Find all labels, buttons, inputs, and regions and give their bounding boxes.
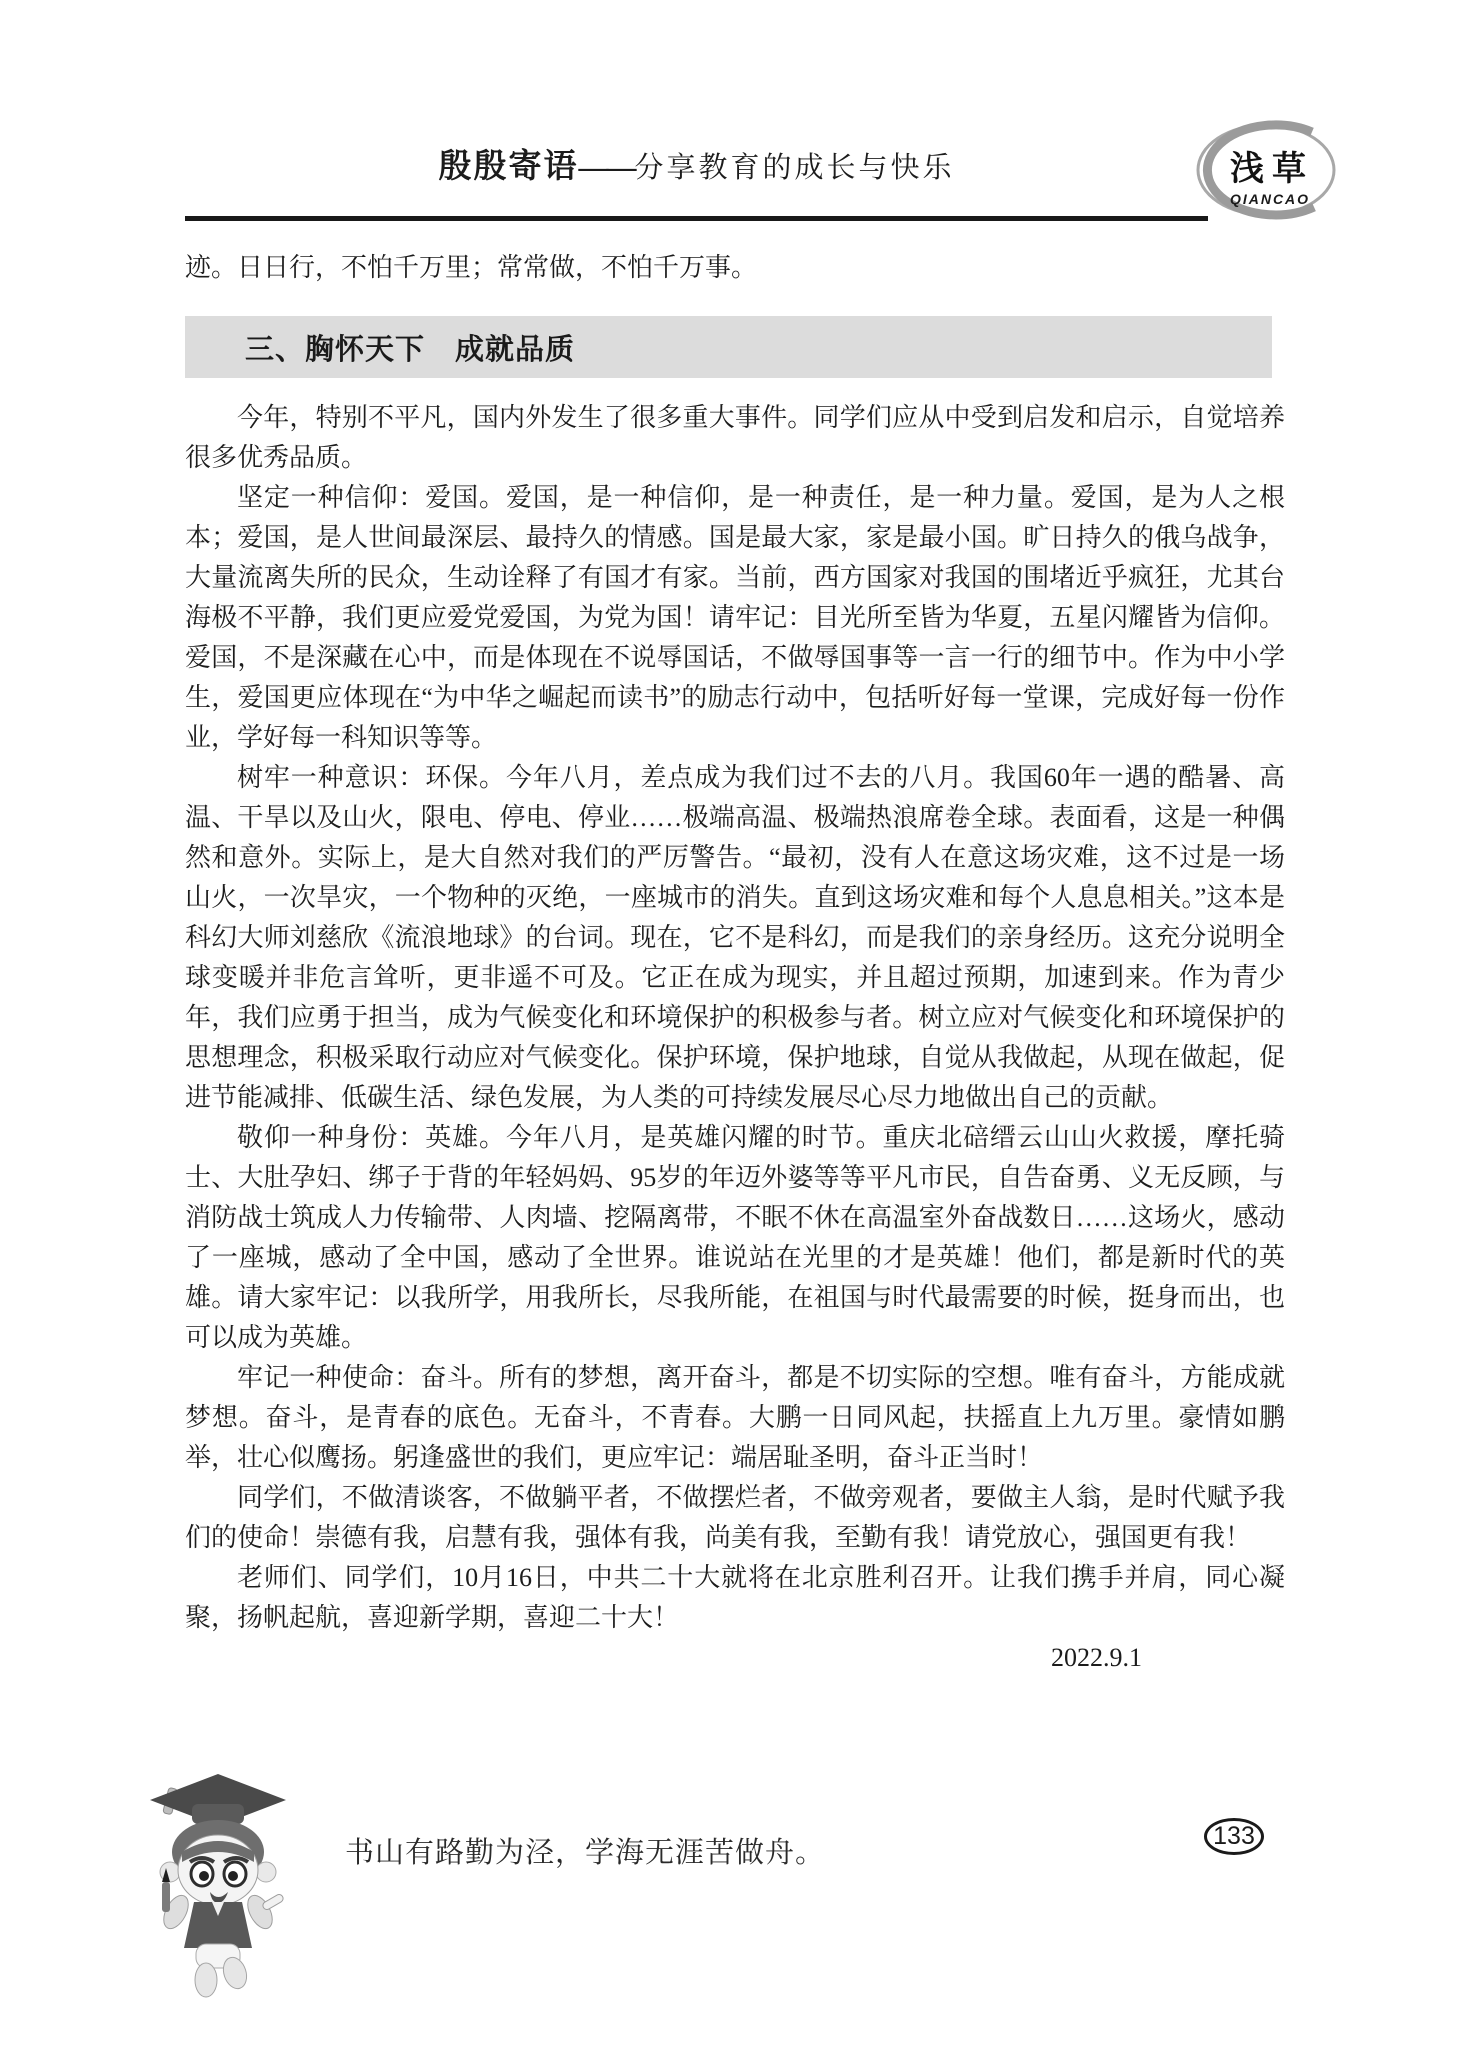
header-rule xyxy=(185,216,1208,221)
brush-icon xyxy=(162,1882,170,1912)
letter-body xyxy=(185,398,1285,1678)
page-number: 133 xyxy=(1213,1822,1255,1850)
student-mascot xyxy=(132,1770,304,2005)
logo-text-en: QIANCAO xyxy=(1229,191,1311,207)
paragraph: 今年，特别不平凡，国内外发生了很多重大事件。同学们应从中受到启发和启示，自觉培养很多优秀品质。 xyxy=(185,403,1285,472)
paragraph-list xyxy=(185,398,1285,1638)
page-number-badge xyxy=(1204,1818,1264,1855)
letter-date: 2022.9.1 xyxy=(1051,1643,1142,1672)
paragraph: 敬仰一种身份：英雄。今年八月，是英雄闪耀的时节。重庆北碚缙云山山火救援，摩托骑士、大肚孕妇、绑子于背的年轻妈妈、95岁的年迈外婆等等平凡市民，自告奋勇、义无反顾，与消防战士筑成人力传输带、人肉墙、挖隔离带，不眠不休在高温室外奋战数日……这场火，感动了一座城，感动了全中国，感动了全世界。谁说站在光里的才是英雄！他们，都是新时代的英雄。请大家牢记：以我所学，用我所长，尽我所能，在祖国与时代最需要的时候，挺身而出，也可以成为英雄。 xyxy=(185,1123,1285,1352)
header-title-sub: 分享教育的成长与快乐 xyxy=(634,152,955,184)
logo-text-cn: 浅草 xyxy=(1230,151,1314,188)
carryover-line: 迹。日日行，不怕千万里；常常做，不怕千万事。 xyxy=(185,253,758,282)
paragraph: 同学们，不做清谈客，不做躺平者，不做摆烂者，不做旁观者，要做主人翁，是时代赋予我们的使命！崇德有我，启慧有我，强体有我，尚美有我，至勤有我！请党放心，强国更有我！ xyxy=(185,1483,1285,1552)
qiancao-logo xyxy=(1194,118,1340,222)
paragraph: 树牢一种意识：环保。今年八月，差点成为我们过不去的八月。我国60年一遇的酷暑、高温、干旱以及山火，限电、停电、停业……极端高温、极端热浪席卷全球。表面看，这是一种偶然和意外。实际上，是大自然对我们的严厉警告。“最初，没有人在意这场灾难，这不过是一场山火，一次旱灾，一个物种的灭绝，一座城市的消失。直到这场灾难和每个人息息相关。”这本是科幻大师刘慈欣《流浪地球》的台词。现在，它不是科幻，而是我们的亲身经历。这充分说明全球变暖并非危言耸听，更非遥不可及。它正在成为现实，并且超过预期，加速到来。作为青少年，我们应勇于担当，成为气候变化和环境保护的积极参与者。树立应对气候变化和环境保护的思想理念，积极采取行动应对气候变化。保护环境，保护地球，自觉从我做起，从现在做起，促进节能减排、低碳生活、绿色发展，为人类的可持续发展尽心尽力地做出自己的贡献。 xyxy=(185,763,1285,1112)
paragraph: 老师们、同学们，10月16日，中共二十大就将在北京胜利召开。让我们携手并肩，同心凝聚，扬帆起航，喜迎新学期，喜迎二十大！ xyxy=(185,1563,1285,1632)
paragraph: 牢记一种使命：奋斗。所有的梦想，离开奋斗，都是不切实际的空想。唯有奋斗，方能成就梦想。奋斗，是青春的底色。无奋斗，不青春。大鹏一日同风起，扶摇直上九万里。豪情如鹏举，壮心似鹰扬。躬逢盛世的我们，更应牢记：端居耻圣明，奋斗正当时！ xyxy=(185,1363,1285,1472)
paragraph: 坚定一种信仰：爱国。爱国，是一种信仰，是一种责任，是一种力量。爱国，是为人之根本；爱国，是人世间最深层、最持久的情感。国是最大家，家是最小国。旷日持久的俄乌战争，大量流离失所的民众，生动诠释了有国才有家。当前，西方国家对我国的围堵近乎疯狂，尤其台海极不平静，我们更应爱党爱国，为党为国！请牢记：目光所至皆为华夏，五星闪耀皆为信仰。爱国，不是深藏在心中，而是体现在不说辱国话，不做辱国事等一言一行的细节中。作为中小学生，爱国更应体现在“为中华之崛起而读书”的励志行动中，包括听好每一堂课，完成好每一份作业，学好每一科知识等等。 xyxy=(185,483,1285,752)
running-header xyxy=(185,140,1208,187)
footer-slogan: 书山有路勤为泾，学海无涯苦做舟。 xyxy=(345,1837,826,1869)
section-heading: 三、胸怀天下 成就品质 xyxy=(245,333,576,366)
header-title-dash: —— xyxy=(578,151,635,184)
header-title-main: 殷殷寄语 xyxy=(438,147,579,184)
section-heading-bar xyxy=(185,316,1272,378)
